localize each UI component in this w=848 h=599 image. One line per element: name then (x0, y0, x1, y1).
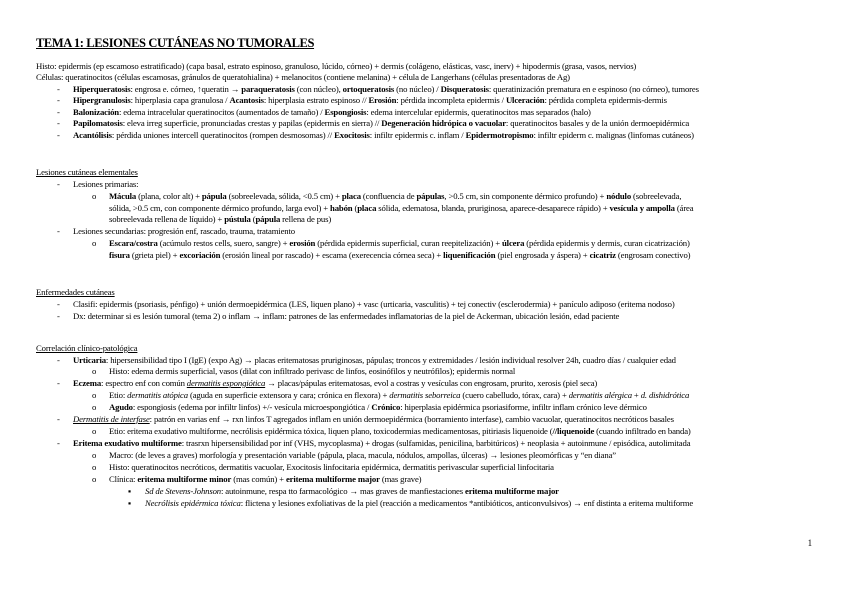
bullet-circle: o (92, 426, 97, 436)
lesiones-primarias-label: Lesiones primarias: (73, 179, 139, 189)
enfermedades-clasificacion: Clasifi: epidermis (psoriasis, pénfigo) + unión dermoepidérmica (LES, liquen plano) + vasc (urticaria, vasculitis) + tej conectiv (esclerodermia) + panículo adiposo (eritema nodoso) (73, 299, 675, 309)
interfase-line: Dermatitis de interfase: patrón en varias enf → rxn linfos T agregados inflam en unión dermoepidérmica (borramiento interfase), cambio vacuolar, queratinocitos necróticos basales (73, 414, 674, 424)
eczema-etio: Etio: dermatitis atópica (aguda en superficie extensora y cara; crónica en flexora) + dermatitis seborreica (cuero cabelludo, tórax, cara) + dermatitis alérgica + d. dishidrótica (109, 390, 690, 400)
eczema-line: Eczema: espectro enf con común dermatitis espongiótica → placas/pápulas eritematosas, evol a costras y vesículas con engrosam, prurito, xerosis (piel seca) (73, 378, 598, 388)
bullet-dash: - (57, 299, 60, 309)
eritema-multiforme-line: Eritema exudativo multiforme: trasrxn hipersensibilidad por inf (VHS, mycoplasma) + drogas (sulfamidas, penicilina, barbitúricos) + neoplasia + autoinmune / episódica, autolimitada (73, 438, 691, 448)
interfase-etio: Etio: eritema exudativo multiforme, necrólisis epidérmica tóxica, liquen plano, toxicodermias medicamentosas, pitiriasis liquenoide (//liquenoide (cuando infiltrado en banda) (109, 426, 691, 436)
lesiones-secundarias-label: Lesiones secundarias: progresión enf, rascado, trauma, tratamiento (73, 226, 295, 236)
section-heading-enfermedades: Enfermedades cutáneas (36, 287, 115, 297)
bullet-dash: - (57, 84, 60, 94)
necrolisis-line: Necrólisis epidérmica tóxica: flictena y lesiones exfoliativas de la piel (reacción a medicamentos *antibióticos, anticonvulsivos) → enf distinta a eritema multiforme (145, 498, 694, 508)
enfermedades-diagnostico: Dx: determinar si es lesión tumoral (tema 2) o inflam → inflam: patrones de las enfermedades inflamatorias de la piel de Ackerman, ubicación lesión, edad paciente (73, 311, 620, 321)
bullet-square: ▪ (128, 498, 131, 508)
bullet-dash: - (57, 130, 60, 140)
bullet-dash: - (57, 107, 60, 117)
eritema-macro: Macro: (de leves a graves) morfología y presentación variable (pápula, placa, macula, nódulos, ampollas, úlceras) → lesiones pleomórficas y “en diana” (109, 450, 616, 460)
bullet-dash: - (57, 226, 60, 236)
primarias-line-3: sobreelevada rellena de líquido) + pústula (pápula rellena de pus) (109, 214, 332, 224)
eczema-agudo-cronico: Agudo: espongiosis (edema por infiltr linfos) +/- vesícula microespongiótica / Crónico: hiperplasia epidérmica psoriasiforme, infiltr inflam crónico leve dérmico (109, 402, 647, 412)
primarias-line-2: sólida, >0.5 cm, con componente dérmico profundo, larga evol) + habón (placa sólida, edematosa, blanda, pruriginosa, aparece-desaparece rápido) + vesícula y ampolla (área (109, 203, 694, 213)
bullet-circle: o (92, 390, 97, 400)
urticaria-line: Urticaria: hipersensibilidad tipo I (IgE) (expo Ag) → placas eritematosas pruriginosas, pápulas; troncos y extremidades / lesión individual resolver 24h, cuadro días / cualquier edad (73, 355, 676, 365)
bullet-circle: o (92, 238, 97, 248)
eritema-histo: Histo: queratinocitos necróticos, dermatitis vacuolar, Exocitosis linfocitaria epidérmica, dermatitis perivascular superficial linfocitaria (109, 462, 554, 472)
bullet-circle: o (92, 191, 97, 201)
eritema-clinica: Clínica: eritema multiforme minor (mas común) + eritema multiforme major (mas grave) (109, 474, 422, 484)
bullet-dash: - (57, 438, 60, 448)
bullet-circle: o (92, 462, 97, 472)
bullet-dash: - (57, 179, 60, 189)
bullet-dash: - (57, 414, 60, 424)
page-title: TEMA 1: LESIONES CUTÁNEAS NO TUMORALES (36, 36, 315, 50)
urticaria-histo: Histo: edema dermis superficial, vasos (dilat con infiltrado perivasc de linfos, eosinófilos y neutrófilos); epidermis normal (109, 366, 516, 376)
bullet-circle: o (92, 450, 97, 460)
bullet-circle: o (92, 366, 97, 376)
bullet-dash: - (57, 355, 60, 365)
bullet-circle: o (92, 474, 97, 484)
bullet-dash: - (57, 311, 60, 321)
def-line-2: Hipergranulosis: hiperplasia capa granulosa / Acantosis: hiperplasia estrato espinoso // Erosión: pérdida incompleta epidermis / Ulceración: pérdida completa epidermis-dermis (73, 95, 667, 105)
bullet-square: ▪ (128, 486, 131, 496)
def-line-3: Balonización: edema intracelular queratinocitos (aumentados de tamaño) / Espongiosis: edema intercelular epidermis, queratinocitos mas separados (halo) (73, 107, 591, 117)
secundarias-line-2: fisura (grieta piel) + excoriación (erosión lineal por rascado) + escama (exerecencia córnea seca) + liquenificación (piel engrosada y áspera) + cicatriz (engrosam conectivo) (109, 250, 691, 260)
bullet-circle: o (92, 402, 97, 412)
def-line-5: Acantólisis: pérdida uniones intercell queratinocitos (rompen desmosomas) // Exocitosis: infiltr epidermis c. inflam / Epidermotropismo: infiltr epiderm c. malignas (linfomas cutáneos) (73, 130, 694, 140)
bullet-dash: - (57, 378, 60, 388)
section-heading-correlacion: Correlación clínico-patológica (36, 343, 138, 353)
page-number: 1 (807, 538, 812, 548)
primarias-line-1: Mácula (plana, color alt) + pápula (sobreelevada, sólida, <0.5 cm) + placa (confluencia de pápulas, >0.5 cm, sin componente dérmico profundo) + nódulo (sobreelevada, (109, 191, 682, 201)
def-line-1: Hiperqueratosis: engrosa e. córneo, ↑queratin → paraqueratosis (con núcleo), ortoqueratosis (no núcleo) / Disqueratosis: queratinización prematura en e espinoso (no córneo), tumores (73, 84, 699, 94)
secundarias-line-1: Escara/costra (acúmulo restos cells, suero, sangre) + erosión (pérdida epidermis superficial, curan reepitelización) + úlcera (pérdida epidermis y dermis, curan cicatrización) (109, 238, 690, 248)
def-line-4: Papilomatosis: eleva irreg superficie, pronunciadas crestas y papilas (epidermis en sierra) // Degeneración hidrópica o vacuolar: queratinocitos basales y de la unión dermoepidérmica (73, 118, 690, 128)
section-heading-lesiones: Lesiones cutáneas elementales (36, 167, 138, 177)
intro-histo: Histo: epidermis (ep escamoso estratificado) (capa basal, estrato espinoso, granuloso, lúcido, córneo) + dermis (colágeno, elásticas, vasc, inerv) + hipodermis (grasa, vasos, nervios) (36, 61, 637, 71)
stevens-johnson-line: Sd de Stevens-Johnson: autoinmune, respa tto farmacológico → mas graves de manfiestaciones eritema multiforme major (145, 486, 559, 496)
bullet-dash: - (57, 95, 60, 105)
intro-celulas: Células: queratinocitos (células escamosas, gránulos de queratohialina) + melanocitos (contiene melanina) + célula de Langerhans (células presentadoras de Ag) (36, 72, 570, 82)
bullet-dash: - (57, 118, 60, 128)
